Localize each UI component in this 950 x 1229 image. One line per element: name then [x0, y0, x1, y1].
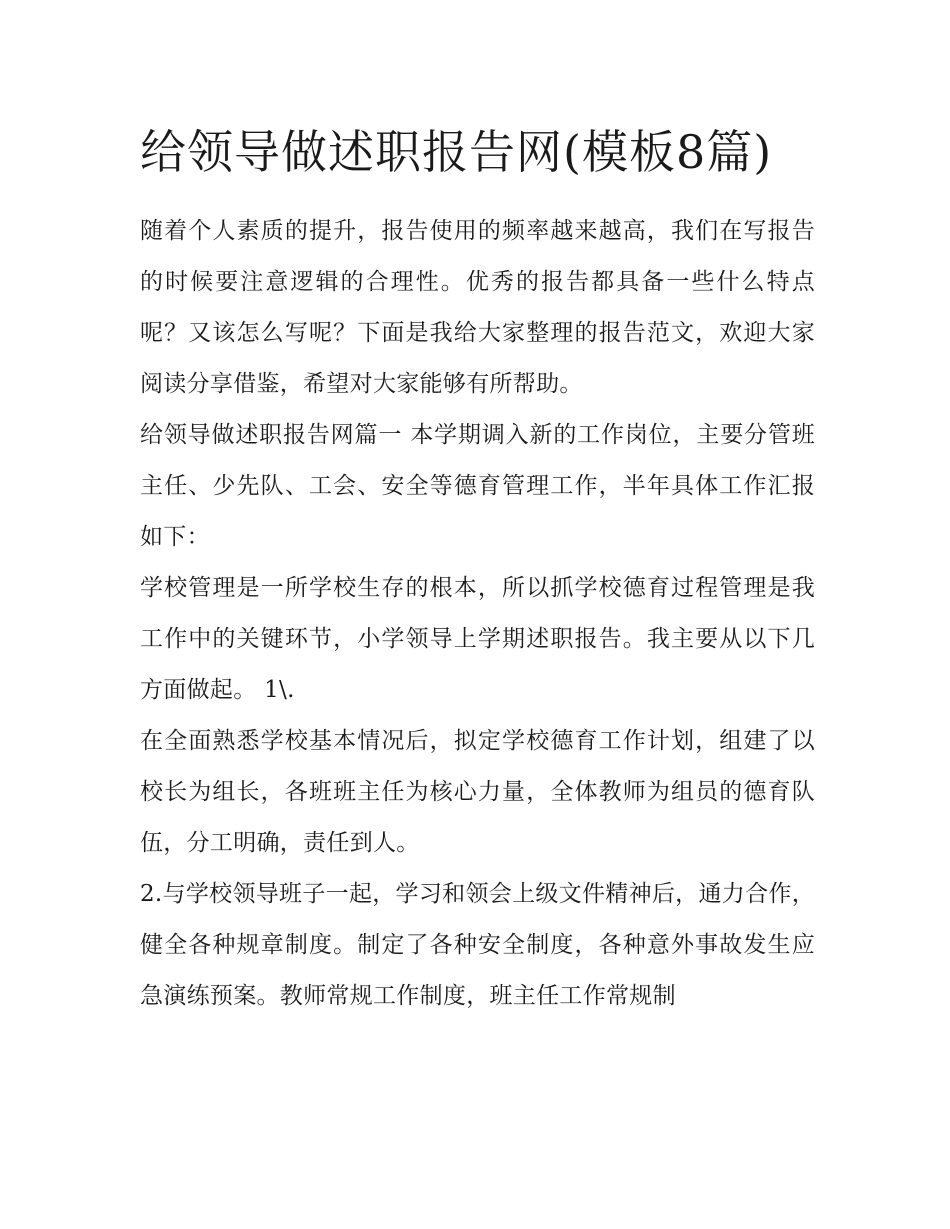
document-body: [140, 118, 815, 1022]
paragraph-team: 在全面熟悉学校基本情况后，拟定学校德育工作计划，组建了以校长为组长，各班班主任为核心力量，全体教师为组员的德育队伍，分工明确，责任到人。: [140, 728, 815, 856]
paragraph-section-one: 给领导做述职报告网篇一 本学期调入新的工作岗位，主要分管班主任、少先队、工会、安全等德育管理工作，半年具体工作汇报如下：: [140, 422, 815, 550]
paragraph-rules: 2.与学校领导班子一起，学习和领会上级文件精神后，通力合作，健全各种规章制度。制定了各种安全制度，各种意外事故发生应急演练预案。教师常规工作制度，班主任工作常规制: [140, 881, 815, 1009]
paragraph-management: 学校管理是一所学校生存的根本，所以抓学校德育过程管理是我工作中的关键环节，小学领导上学期述职报告。我主要从以下几方面做起。 1\.: [140, 575, 815, 703]
document-title: 给领导做述职报告网(模板8篇): [140, 125, 773, 179]
paragraph-intro: 随着个人素质的提升，报告使用的频率越来越高，我们在写报告的时候要注意逻辑的合理性。优秀的报告都具备一些什么特点呢？又该怎么写呢？下面是我给大家整理的报告范文，欢迎大家阅读分享借鉴，希望对大家能够有所帮助。: [140, 218, 815, 397]
